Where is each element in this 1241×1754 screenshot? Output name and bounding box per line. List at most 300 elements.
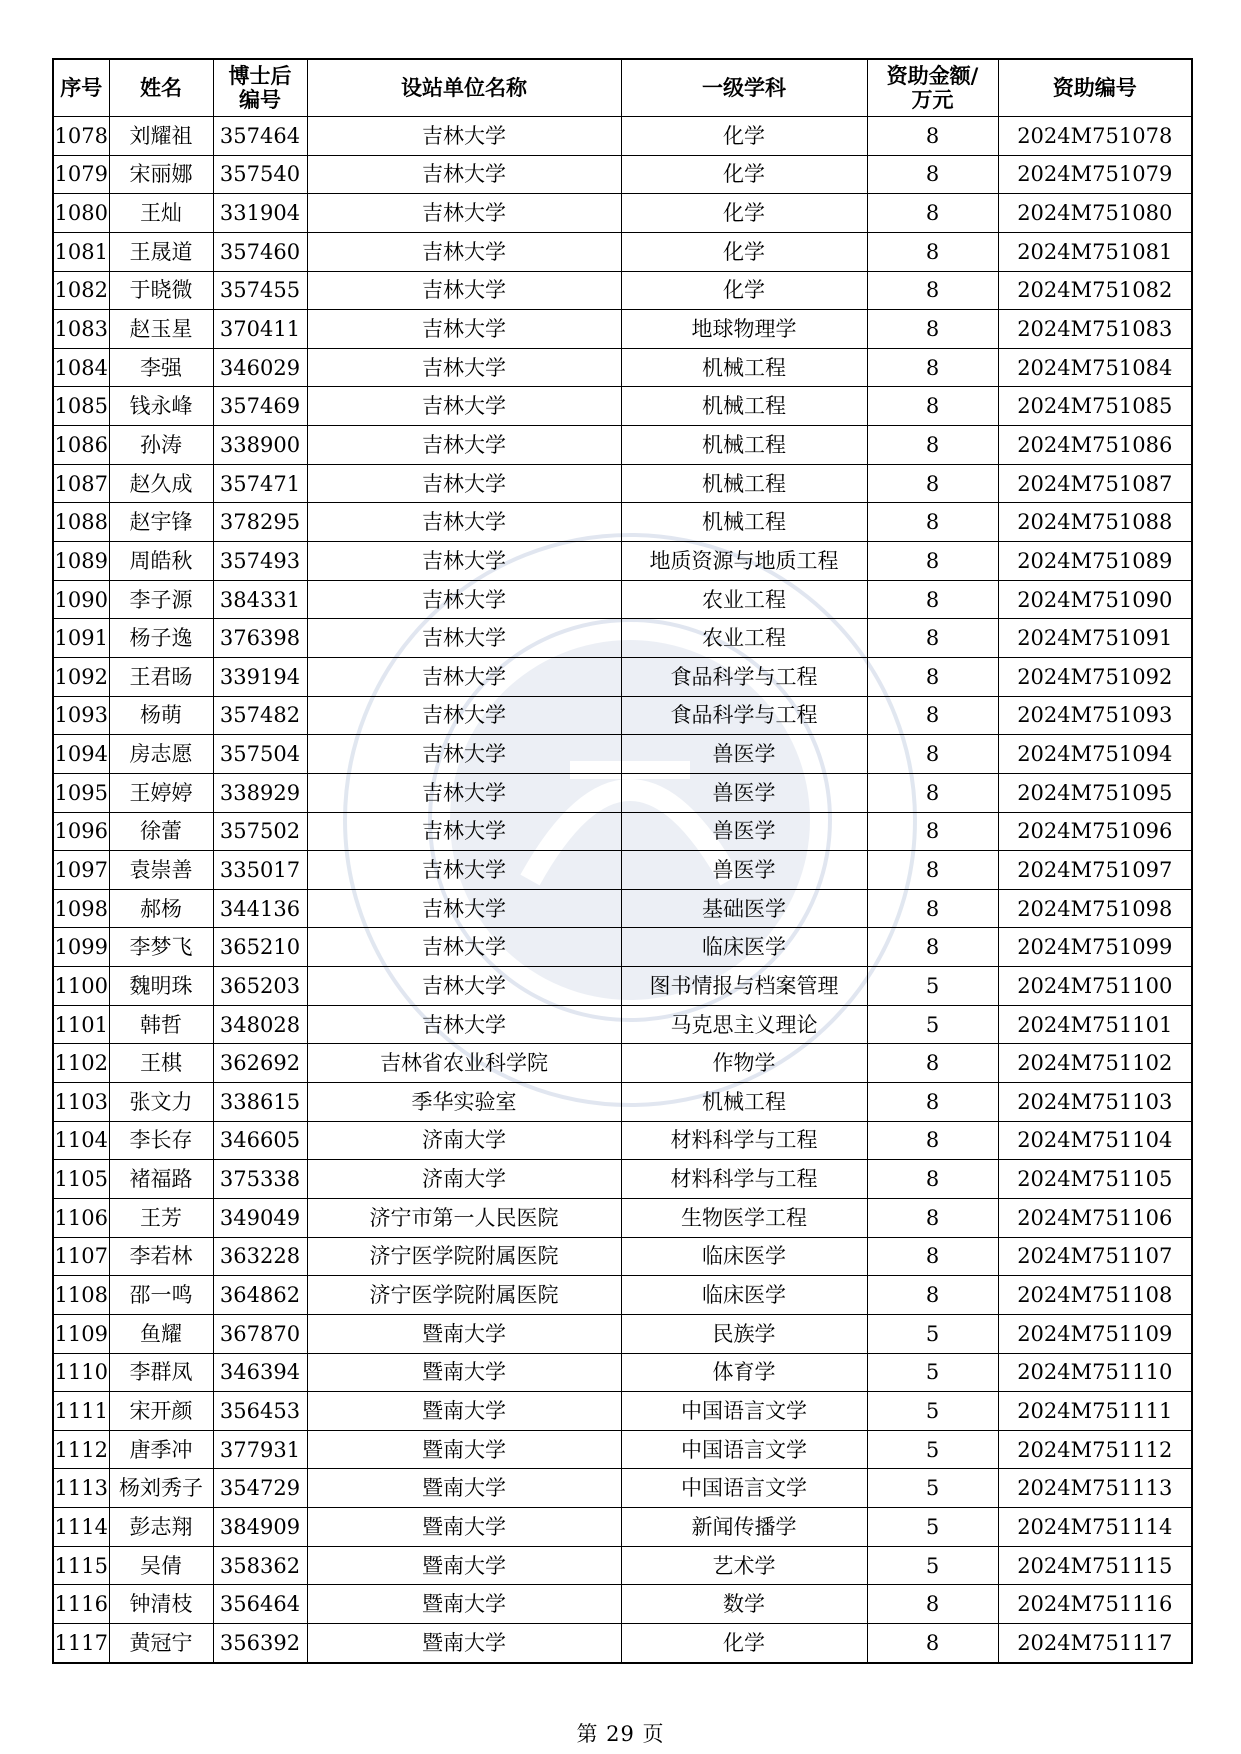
cell-grant-id: 2024M751097 [998, 851, 1192, 890]
cell-unit: 济南大学 [307, 1121, 621, 1160]
cell-seq: 1089 [53, 542, 109, 581]
cell-name: 李长存 [109, 1121, 213, 1160]
cell-discipline: 食品科学与工程 [621, 696, 867, 735]
cell-name: 袁崇善 [109, 851, 213, 890]
cell-name: 王芳 [109, 1198, 213, 1237]
cell-amount: 8 [867, 657, 998, 696]
cell-name: 王棋 [109, 1044, 213, 1083]
cell-amount: 8 [867, 735, 998, 774]
cell-unit: 吉林大学 [307, 967, 621, 1006]
cell-grant-id: 2024M751078 [998, 117, 1192, 156]
cell-name: 孙涛 [109, 426, 213, 465]
cell-grant-id: 2024M751109 [998, 1314, 1192, 1353]
cell-grant-id: 2024M751086 [998, 426, 1192, 465]
cell-discipline: 化学 [621, 232, 867, 271]
cell-unit: 吉林大学 [307, 580, 621, 619]
cell-amount: 8 [867, 155, 998, 194]
cell-unit: 吉林大学 [307, 812, 621, 851]
cell-amount: 8 [867, 194, 998, 233]
cell-seq: 1096 [53, 812, 109, 851]
cell-unit: 吉林大学 [307, 271, 621, 310]
cell-name: 魏明珠 [109, 967, 213, 1006]
cell-discipline: 临床医学 [621, 1237, 867, 1276]
cell-postdoc-id: 357464 [213, 117, 307, 156]
cell-unit: 吉林大学 [307, 696, 621, 735]
cell-unit: 济南大学 [307, 1160, 621, 1199]
cell-unit: 吉林大学 [307, 619, 621, 658]
cell-postdoc-id: 357540 [213, 155, 307, 194]
cell-amount: 8 [867, 1160, 998, 1199]
cell-name: 李群凤 [109, 1353, 213, 1392]
cell-name: 李强 [109, 348, 213, 387]
cell-unit: 吉林大学 [307, 851, 621, 890]
header-seq: 序号 [53, 59, 109, 117]
cell-grant-id: 2024M751089 [998, 542, 1192, 581]
cell-postdoc-id: 384331 [213, 580, 307, 619]
cell-name: 王婷婷 [109, 773, 213, 812]
cell-postdoc-id: 384909 [213, 1508, 307, 1547]
cell-unit: 季华实验室 [307, 1083, 621, 1122]
table-row [53, 1276, 1192, 1315]
cell-unit: 暨南大学 [307, 1314, 621, 1353]
cell-amount: 5 [867, 967, 998, 1006]
cell-amount: 8 [867, 1083, 998, 1122]
page-number: 第 29 页 [576, 1722, 665, 1746]
cell-grant-id: 2024M751102 [998, 1044, 1192, 1083]
cell-grant-id: 2024M751082 [998, 271, 1192, 310]
cell-seq: 1094 [53, 735, 109, 774]
cell-postdoc-id: 357502 [213, 812, 307, 851]
cell-grant-id: 2024M751106 [998, 1198, 1192, 1237]
cell-grant-id: 2024M751116 [998, 1585, 1192, 1624]
cell-seq: 1104 [53, 1121, 109, 1160]
table-row [53, 194, 1192, 233]
cell-name: 郝杨 [109, 889, 213, 928]
cell-grant-id: 2024M751113 [998, 1469, 1192, 1508]
cell-amount: 8 [867, 542, 998, 581]
cell-postdoc-id: 356453 [213, 1392, 307, 1431]
cell-postdoc-id: 338900 [213, 426, 307, 465]
cell-name: 褚福路 [109, 1160, 213, 1199]
cell-amount: 8 [867, 503, 998, 542]
cell-amount: 5 [867, 1546, 998, 1585]
cell-discipline: 化学 [621, 271, 867, 310]
cell-grant-id: 2024M751098 [998, 889, 1192, 928]
header-unit: 设站单位名称 [307, 59, 621, 117]
table-row [53, 1430, 1192, 1469]
cell-unit: 吉林大学 [307, 426, 621, 465]
table-row [53, 310, 1192, 349]
header-name: 姓名 [109, 59, 213, 117]
cell-discipline: 作物学 [621, 1044, 867, 1083]
cell-amount: 5 [867, 1314, 998, 1353]
table-row [53, 1469, 1192, 1508]
cell-grant-id: 2024M751100 [998, 967, 1192, 1006]
cell-grant-id: 2024M751112 [998, 1430, 1192, 1469]
cell-unit: 暨南大学 [307, 1546, 621, 1585]
cell-amount: 8 [867, 889, 998, 928]
cell-discipline: 化学 [621, 1623, 867, 1662]
cell-discipline: 农业工程 [621, 580, 867, 619]
cell-grant-id: 2024M751088 [998, 503, 1192, 542]
cell-name: 吴倩 [109, 1546, 213, 1585]
cell-postdoc-id: 365210 [213, 928, 307, 967]
cell-postdoc-id: 348028 [213, 1005, 307, 1044]
cell-postdoc-id: 346394 [213, 1353, 307, 1392]
table-row [53, 1392, 1192, 1431]
cell-postdoc-id: 346605 [213, 1121, 307, 1160]
cell-seq: 1115 [53, 1546, 109, 1585]
cell-grant-id: 2024M751090 [998, 580, 1192, 619]
cell-seq: 1098 [53, 889, 109, 928]
cell-seq: 1080 [53, 194, 109, 233]
cell-grant-id: 2024M751092 [998, 657, 1192, 696]
table-row [53, 464, 1192, 503]
cell-discipline: 艺术学 [621, 1546, 867, 1585]
cell-name: 王晟道 [109, 232, 213, 271]
cell-name: 杨刘秀子 [109, 1469, 213, 1508]
cell-discipline: 化学 [621, 155, 867, 194]
cell-grant-id: 2024M751103 [998, 1083, 1192, 1122]
cell-seq: 1081 [53, 232, 109, 271]
cell-seq: 1107 [53, 1237, 109, 1276]
cell-name: 刘耀祖 [109, 117, 213, 156]
header-amount: 资助金额/ 万元 [867, 59, 998, 117]
cell-name: 杨萌 [109, 696, 213, 735]
funding-table [52, 58, 1193, 1664]
cell-postdoc-id: 362692 [213, 1044, 307, 1083]
cell-amount: 5 [867, 1353, 998, 1392]
cell-grant-id: 2024M751101 [998, 1005, 1192, 1044]
cell-name: 杨子逸 [109, 619, 213, 658]
cell-unit: 暨南大学 [307, 1508, 621, 1547]
cell-seq: 1078 [53, 117, 109, 156]
table-row [53, 657, 1192, 696]
cell-amount: 8 [867, 1585, 998, 1624]
cell-amount: 5 [867, 1392, 998, 1431]
table-row [53, 967, 1192, 1006]
cell-grant-id: 2024M751096 [998, 812, 1192, 851]
cell-amount: 8 [867, 580, 998, 619]
cell-unit: 暨南大学 [307, 1392, 621, 1431]
header-grant-id: 资助编号 [998, 59, 1192, 117]
cell-amount: 5 [867, 1430, 998, 1469]
cell-unit: 吉林大学 [307, 348, 621, 387]
cell-amount: 8 [867, 232, 998, 271]
cell-postdoc-id: 357460 [213, 232, 307, 271]
cell-discipline: 材料科学与工程 [621, 1121, 867, 1160]
cell-name: 韩哲 [109, 1005, 213, 1044]
cell-discipline: 机械工程 [621, 348, 867, 387]
cell-postdoc-id: 356464 [213, 1585, 307, 1624]
cell-grant-id: 2024M751087 [998, 464, 1192, 503]
cell-seq: 1105 [53, 1160, 109, 1199]
cell-discipline: 中国语言文学 [621, 1392, 867, 1431]
cell-grant-id: 2024M751084 [998, 348, 1192, 387]
cell-seq: 1103 [53, 1083, 109, 1122]
cell-grant-id: 2024M751091 [998, 619, 1192, 658]
table-row [53, 812, 1192, 851]
cell-name: 王灿 [109, 194, 213, 233]
cell-unit: 济宁医学院附属医院 [307, 1276, 621, 1315]
cell-postdoc-id: 378295 [213, 503, 307, 542]
cell-unit: 济宁医学院附属医院 [307, 1237, 621, 1276]
cell-name: 房志愿 [109, 735, 213, 774]
cell-seq: 1083 [53, 310, 109, 349]
cell-seq: 1085 [53, 387, 109, 426]
cell-name: 邵一鸣 [109, 1276, 213, 1315]
cell-name: 黄冠宁 [109, 1623, 213, 1662]
cell-grant-id: 2024M751105 [998, 1160, 1192, 1199]
cell-discipline: 民族学 [621, 1314, 867, 1353]
cell-discipline: 兽医学 [621, 735, 867, 774]
cell-unit: 暨南大学 [307, 1353, 621, 1392]
cell-discipline: 材料科学与工程 [621, 1160, 867, 1199]
cell-grant-id: 2024M751114 [998, 1508, 1192, 1547]
cell-unit: 吉林大学 [307, 773, 621, 812]
cell-grant-id: 2024M751095 [998, 773, 1192, 812]
table-row [53, 1237, 1192, 1276]
cell-name: 徐蕾 [109, 812, 213, 851]
cell-grant-id: 2024M751094 [998, 735, 1192, 774]
cell-unit: 吉林大学 [307, 310, 621, 349]
table-row [53, 1198, 1192, 1237]
cell-grant-id: 2024M751107 [998, 1237, 1192, 1276]
table-row [53, 1005, 1192, 1044]
cell-seq: 1082 [53, 271, 109, 310]
table-row [53, 1044, 1192, 1083]
cell-unit: 吉林大学 [307, 735, 621, 774]
cell-postdoc-id: 356392 [213, 1623, 307, 1662]
cell-amount: 8 [867, 1623, 998, 1662]
cell-amount: 8 [867, 619, 998, 658]
cell-unit: 暨南大学 [307, 1469, 621, 1508]
cell-discipline: 基础医学 [621, 889, 867, 928]
cell-discipline: 临床医学 [621, 1276, 867, 1315]
cell-amount: 8 [867, 812, 998, 851]
cell-name: 李梦飞 [109, 928, 213, 967]
cell-postdoc-id: 357471 [213, 464, 307, 503]
cell-unit: 吉林省农业科学院 [307, 1044, 621, 1083]
cell-discipline: 化学 [621, 117, 867, 156]
cell-amount: 8 [867, 1121, 998, 1160]
cell-name: 彭志翔 [109, 1508, 213, 1547]
cell-unit: 吉林大学 [307, 1005, 621, 1044]
cell-postdoc-id: 363228 [213, 1237, 307, 1276]
table-row [53, 696, 1192, 735]
table-row [53, 851, 1192, 890]
table-row [53, 619, 1192, 658]
cell-unit: 吉林大学 [307, 117, 621, 156]
cell-seq: 1079 [53, 155, 109, 194]
cell-amount: 8 [867, 464, 998, 503]
cell-unit: 暨南大学 [307, 1430, 621, 1469]
cell-seq: 1101 [53, 1005, 109, 1044]
cell-unit: 吉林大学 [307, 194, 621, 233]
cell-discipline: 临床医学 [621, 928, 867, 967]
cell-amount: 8 [867, 387, 998, 426]
cell-postdoc-id: 349049 [213, 1198, 307, 1237]
cell-unit: 吉林大学 [307, 464, 621, 503]
cell-discipline: 中国语言文学 [621, 1430, 867, 1469]
cell-seq: 1084 [53, 348, 109, 387]
table-row [53, 1623, 1192, 1662]
cell-name: 王君旸 [109, 657, 213, 696]
cell-seq: 1087 [53, 464, 109, 503]
cell-discipline: 中国语言文学 [621, 1469, 867, 1508]
cell-amount: 8 [867, 348, 998, 387]
cell-seq: 1110 [53, 1353, 109, 1392]
cell-postdoc-id: 338929 [213, 773, 307, 812]
cell-unit: 吉林大学 [307, 232, 621, 271]
cell-postdoc-id: 338615 [213, 1083, 307, 1122]
table-row [53, 580, 1192, 619]
cell-name: 宋开颜 [109, 1392, 213, 1431]
cell-amount: 8 [867, 1044, 998, 1083]
table-row [53, 889, 1192, 928]
cell-seq: 1090 [53, 580, 109, 619]
cell-postdoc-id: 370411 [213, 310, 307, 349]
cell-postdoc-id: 376398 [213, 619, 307, 658]
cell-grant-id: 2024M751083 [998, 310, 1192, 349]
cell-name: 于晓微 [109, 271, 213, 310]
cell-amount: 8 [867, 310, 998, 349]
cell-grant-id: 2024M751117 [998, 1623, 1192, 1662]
cell-grant-id: 2024M751079 [998, 155, 1192, 194]
table-row [53, 387, 1192, 426]
cell-amount: 8 [867, 851, 998, 890]
cell-unit: 暨南大学 [307, 1585, 621, 1624]
table-row [53, 271, 1192, 310]
cell-grant-id: 2024M751093 [998, 696, 1192, 735]
cell-discipline: 马克思主义理论 [621, 1005, 867, 1044]
cell-discipline: 机械工程 [621, 387, 867, 426]
cell-discipline: 生物医学工程 [621, 1198, 867, 1237]
cell-amount: 5 [867, 1508, 998, 1547]
cell-discipline: 地球物理学 [621, 310, 867, 349]
cell-postdoc-id: 357482 [213, 696, 307, 735]
cell-postdoc-id: 357493 [213, 542, 307, 581]
cell-unit: 济宁市第一人民医院 [307, 1198, 621, 1237]
cell-discipline: 机械工程 [621, 503, 867, 542]
table-row [53, 1121, 1192, 1160]
cell-amount: 8 [867, 1237, 998, 1276]
cell-grant-id: 2024M751115 [998, 1546, 1192, 1585]
cell-seq: 1095 [53, 773, 109, 812]
cell-name: 周皓秋 [109, 542, 213, 581]
cell-discipline: 地质资源与地质工程 [621, 542, 867, 581]
cell-unit: 暨南大学 [307, 1623, 621, 1662]
table-row [53, 155, 1192, 194]
cell-seq: 1117 [53, 1623, 109, 1662]
cell-unit: 吉林大学 [307, 928, 621, 967]
cell-seq: 1106 [53, 1198, 109, 1237]
table-row [53, 542, 1192, 581]
cell-name: 赵宇锋 [109, 503, 213, 542]
cell-discipline: 兽医学 [621, 851, 867, 890]
table-row [53, 348, 1192, 387]
cell-grant-id: 2024M751110 [998, 1353, 1192, 1392]
cell-unit: 吉林大学 [307, 387, 621, 426]
cell-postdoc-id: 354729 [213, 1469, 307, 1508]
cell-seq: 1113 [53, 1469, 109, 1508]
cell-grant-id: 2024M751108 [998, 1276, 1192, 1315]
header-discipline: 一级学科 [621, 59, 867, 117]
cell-seq: 1112 [53, 1430, 109, 1469]
cell-postdoc-id: 357504 [213, 735, 307, 774]
cell-amount: 8 [867, 773, 998, 812]
header-postdoc-id: 博士后 编号 [213, 59, 307, 117]
cell-discipline: 兽医学 [621, 812, 867, 851]
table-row [53, 1508, 1192, 1547]
cell-seq: 1086 [53, 426, 109, 465]
cell-amount: 5 [867, 1469, 998, 1508]
cell-amount: 8 [867, 696, 998, 735]
table-row [53, 1083, 1192, 1122]
cell-seq: 1111 [53, 1392, 109, 1431]
cell-grant-id: 2024M751111 [998, 1392, 1192, 1431]
table-row [53, 232, 1192, 271]
cell-discipline: 体育学 [621, 1353, 867, 1392]
cell-postdoc-id: 335017 [213, 851, 307, 890]
table-row [53, 1160, 1192, 1199]
cell-discipline: 食品科学与工程 [621, 657, 867, 696]
cell-grant-id: 2024M751099 [998, 928, 1192, 967]
cell-discipline: 机械工程 [621, 1083, 867, 1122]
cell-grant-id: 2024M751081 [998, 232, 1192, 271]
cell-seq: 1100 [53, 967, 109, 1006]
cell-amount: 8 [867, 928, 998, 967]
cell-name: 张文力 [109, 1083, 213, 1122]
cell-unit: 吉林大学 [307, 657, 621, 696]
header-row [53, 59, 1192, 117]
table-row [53, 773, 1192, 812]
table-row [53, 117, 1192, 156]
cell-seq: 1109 [53, 1314, 109, 1353]
cell-amount: 8 [867, 1198, 998, 1237]
cell-postdoc-id: 339194 [213, 657, 307, 696]
table-row [53, 1353, 1192, 1392]
cell-seq: 1108 [53, 1276, 109, 1315]
cell-seq: 1102 [53, 1044, 109, 1083]
cell-postdoc-id: 375338 [213, 1160, 307, 1199]
cell-amount: 5 [867, 1005, 998, 1044]
cell-name: 李子源 [109, 580, 213, 619]
cell-amount: 8 [867, 426, 998, 465]
cell-seq: 1091 [53, 619, 109, 658]
cell-discipline: 图书情报与档案管理 [621, 967, 867, 1006]
cell-seq: 1092 [53, 657, 109, 696]
cell-name: 赵久成 [109, 464, 213, 503]
cell-grant-id: 2024M751080 [998, 194, 1192, 233]
cell-unit: 吉林大学 [307, 542, 621, 581]
cell-name: 鱼耀 [109, 1314, 213, 1353]
cell-seq: 1097 [53, 851, 109, 890]
cell-amount: 8 [867, 1276, 998, 1315]
cell-unit: 吉林大学 [307, 155, 621, 194]
cell-postdoc-id: 357455 [213, 271, 307, 310]
table-row [53, 1585, 1192, 1624]
cell-postdoc-id: 367870 [213, 1314, 307, 1353]
cell-discipline: 化学 [621, 194, 867, 233]
cell-grant-id: 2024M751104 [998, 1121, 1192, 1160]
cell-unit: 吉林大学 [307, 889, 621, 928]
table-row [53, 735, 1192, 774]
cell-seq: 1099 [53, 928, 109, 967]
cell-seq: 1114 [53, 1508, 109, 1547]
table-row [53, 503, 1192, 542]
table-row [53, 1314, 1192, 1353]
